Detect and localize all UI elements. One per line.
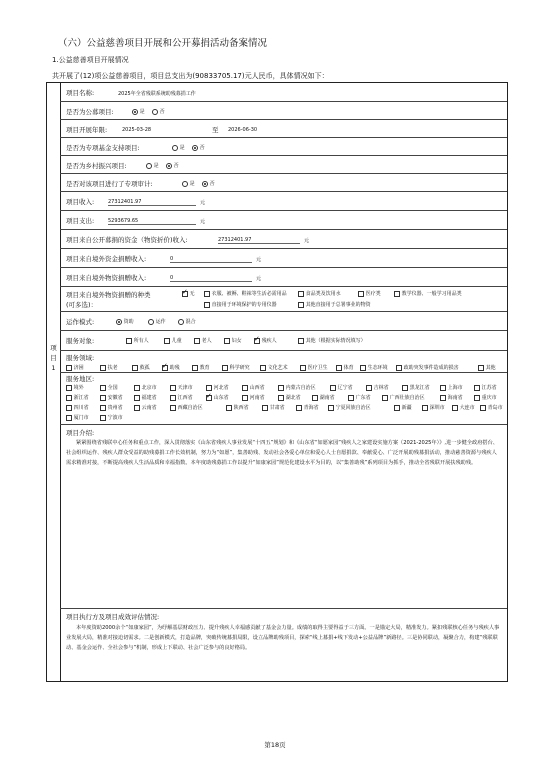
row-public-raise bbox=[60, 102, 507, 120]
area-option-label: 河南省 bbox=[249, 395, 265, 401]
overseas-goods-label: 项目来自境外物资捐赠收入: bbox=[66, 274, 147, 282]
area-checkbox[interactable] bbox=[206, 385, 212, 391]
target-checkbox[interactable] bbox=[126, 338, 132, 344]
row-income bbox=[60, 192, 507, 211]
goods-option-label: 教学仪器、一般学习用品类 bbox=[401, 291, 462, 297]
target-label: 服务对象: bbox=[66, 337, 95, 345]
area-checkbox[interactable] bbox=[382, 395, 388, 401]
field-checkbox[interactable] bbox=[300, 365, 306, 371]
page-number: 第18页 bbox=[264, 741, 286, 749]
area-checkbox[interactable] bbox=[100, 385, 106, 391]
goods-option-label: 直接用于环境保护的专用仪器 bbox=[211, 302, 277, 308]
goods-option-checkbox[interactable] bbox=[358, 291, 364, 297]
area-option-label: 贵州省 bbox=[107, 405, 123, 411]
mode-option-label: 资助 bbox=[123, 319, 134, 325]
area-checkbox[interactable] bbox=[348, 395, 354, 401]
field-checkbox[interactable] bbox=[260, 365, 266, 371]
area-checkbox[interactable] bbox=[170, 395, 176, 401]
yes-text: 是 bbox=[139, 109, 145, 115]
income-value: 27312401.97 bbox=[108, 199, 196, 206]
area-option-label: 青海省 bbox=[303, 405, 319, 411]
mode-radio[interactable] bbox=[178, 319, 184, 325]
field-option-label: 医疗卫生 bbox=[307, 365, 328, 371]
exec-text: 本年度资助2000余个“如康家园”，为纾解基层财政压力、提升残疾人幸福感贡献了基金会力量。成绩的取得主要得益于三方面。一是锚定大局，精准发力。紧扣残联核心任务与残疾人事业发展大局，精准对接迫切需求。二是创新模式，打造品牌，突破传统募捐局限，设立品牌助残项目，探索“线上募捐+线下发动+公益品牌”新路径。三是协同联动，凝聚合力，构建“残联联动、基金会运作、全社会参与”机制，形成上下联动、社会广泛参与的良好格局。 bbox=[66, 625, 500, 651]
expense-value: 5293679.65 bbox=[108, 218, 196, 225]
yes-text: 是 bbox=[153, 163, 159, 169]
public-funds-value: 27312401.97 bbox=[218, 237, 300, 244]
row-field bbox=[60, 351, 507, 373]
section-heading: （六）公益慈善项目开展和公开募捐活动备案情况 bbox=[58, 38, 268, 49]
goods-option-checkbox[interactable] bbox=[182, 291, 188, 297]
field-label: 服务领域: bbox=[66, 354, 95, 362]
field-checkbox[interactable] bbox=[192, 365, 198, 371]
area-checkbox[interactable] bbox=[134, 395, 140, 401]
area-option-label: 海南省 bbox=[447, 395, 463, 401]
row-special-fund bbox=[60, 138, 507, 156]
row-project-time bbox=[60, 120, 507, 138]
area-option-label: 境外 bbox=[73, 385, 84, 391]
rural-no-radio[interactable] bbox=[166, 163, 172, 169]
area-option-label: 新疆 bbox=[401, 405, 412, 411]
area-checkbox[interactable] bbox=[242, 385, 248, 391]
overseas-funds-value: 0 bbox=[170, 256, 252, 263]
area-option-label: 吉林省 bbox=[373, 385, 389, 391]
area-option-label: 广西壮族自治区 bbox=[389, 395, 425, 401]
area-option-label: 辽宁省 bbox=[337, 385, 353, 391]
rural-yes-radio[interactable] bbox=[146, 163, 152, 169]
target-option-label: 残疾人 bbox=[261, 338, 277, 344]
area-option-label: 江苏省 bbox=[481, 385, 497, 391]
overseas-goods-value: 0 bbox=[170, 275, 252, 282]
area-option-label: 江西省 bbox=[177, 395, 193, 401]
area-option-label: 宁波市 bbox=[107, 415, 123, 421]
project-side-label: 项目1 bbox=[50, 344, 57, 372]
mode-option-label: 运作 bbox=[155, 319, 166, 325]
rural-label: 是否为乡村振兴项目: bbox=[66, 162, 127, 170]
area-option-label: 陕西省 bbox=[233, 405, 249, 411]
goods-option-checkbox[interactable] bbox=[204, 291, 210, 297]
area-checkbox[interactable] bbox=[296, 405, 302, 411]
yuan-text: 元 bbox=[256, 257, 262, 263]
public-raise-no-radio[interactable] bbox=[152, 109, 158, 115]
summary-text: 共开展了(12)项公益慈善项目，项目总支出为(90833705.17)元人民币，具体情况如下： bbox=[52, 72, 329, 80]
area-option-label: 青岛市 bbox=[487, 405, 503, 411]
area-checkbox[interactable] bbox=[452, 405, 458, 411]
subsection-heading: 1.公益慈善项目开展情况 bbox=[52, 56, 129, 64]
goods-option-label: 衣服、被褥、鞋袜等生活必需用品 bbox=[211, 291, 287, 297]
area-checkbox[interactable] bbox=[242, 395, 248, 401]
special-fund-no-radio[interactable] bbox=[192, 145, 198, 151]
area-checkbox[interactable] bbox=[134, 385, 140, 391]
field-option-label: 体育 bbox=[343, 365, 354, 371]
target-checkbox[interactable] bbox=[298, 338, 304, 344]
no-text: 否 bbox=[159, 109, 165, 115]
area-option-label: 甘肃省 bbox=[269, 405, 285, 411]
row-area bbox=[60, 373, 507, 425]
row-audit bbox=[60, 174, 507, 192]
yuan-text: 元 bbox=[256, 276, 262, 282]
field-option-label: 济困 bbox=[73, 365, 84, 371]
area-checkbox[interactable] bbox=[66, 415, 72, 421]
area-checkbox[interactable] bbox=[170, 385, 176, 391]
area-checkbox[interactable] bbox=[66, 405, 72, 411]
target-option-label: 儿童 bbox=[171, 338, 182, 344]
project-side-column bbox=[47, 83, 61, 681]
field-option-label: 救孤 bbox=[139, 365, 150, 371]
field-option-label: 生态环境 bbox=[367, 365, 388, 371]
goods-type-label-2: (可多选)： bbox=[66, 301, 98, 309]
goods-type-label: 项目来自境外物资捐赠的种类 bbox=[66, 291, 151, 299]
row-intro bbox=[60, 425, 507, 609]
overseas-funds-label: 项目来自境外资金捐赠收入: bbox=[66, 255, 147, 263]
area-option-label: 天津市 bbox=[177, 385, 193, 391]
income-label: 项目收入: bbox=[66, 198, 95, 206]
target-checkbox[interactable] bbox=[224, 338, 230, 344]
area-checkbox[interactable] bbox=[170, 405, 176, 411]
project-table bbox=[46, 82, 508, 682]
goods-option-checkbox[interactable] bbox=[298, 291, 304, 297]
field-checkbox[interactable] bbox=[132, 365, 138, 371]
area-checkbox[interactable] bbox=[100, 415, 106, 421]
area-checkbox[interactable] bbox=[474, 395, 480, 401]
no-text: 否 bbox=[209, 181, 215, 187]
area-checkbox[interactable] bbox=[66, 385, 72, 391]
area-checkbox[interactable] bbox=[226, 405, 232, 411]
area-option-label: 西藏自治区 bbox=[177, 405, 203, 411]
row-public-funds bbox=[60, 230, 507, 249]
yes-text: 是 bbox=[179, 145, 185, 151]
field-option-label: 文化艺术 bbox=[267, 365, 288, 371]
area-checkbox[interactable] bbox=[66, 395, 72, 401]
area-option-label: 大连市 bbox=[459, 405, 475, 411]
field-checkbox[interactable] bbox=[162, 365, 168, 371]
public-raise-label: 是否为公募项目: bbox=[66, 108, 114, 116]
field-checkbox[interactable] bbox=[396, 365, 402, 371]
no-text: 否 bbox=[173, 163, 179, 169]
yuan-text: 元 bbox=[304, 238, 310, 244]
area-checkbox[interactable] bbox=[402, 385, 408, 391]
area-checkbox[interactable] bbox=[262, 405, 268, 411]
area-checkbox[interactable] bbox=[100, 395, 106, 401]
area-checkbox[interactable] bbox=[422, 405, 428, 411]
target-option-label: 其他（根据实际情况填写） bbox=[305, 338, 366, 344]
yuan-text: 元 bbox=[200, 219, 206, 225]
area-checkbox[interactable] bbox=[278, 385, 284, 391]
area-option-label: 云南省 bbox=[141, 405, 157, 411]
project-name-label: 项目名称: bbox=[66, 89, 95, 97]
area-option-label: 黑龙江省 bbox=[409, 385, 430, 391]
goods-option-checkbox[interactable] bbox=[204, 302, 210, 308]
area-checkbox[interactable] bbox=[278, 395, 284, 401]
area-checkbox[interactable] bbox=[328, 405, 334, 411]
audit-label: 是否对该项目进行了专项审计: bbox=[66, 180, 153, 188]
area-option-label: 上海市 bbox=[447, 385, 463, 391]
target-option-label: 老人 bbox=[201, 338, 212, 344]
field-option-label: 扶老 bbox=[107, 365, 118, 371]
area-label: 服务地区: bbox=[66, 375, 95, 383]
goods-option-checkbox[interactable] bbox=[394, 291, 400, 297]
public-funds-label: 项目来自公开募捐的资金（物资折价)收入: bbox=[66, 236, 188, 244]
audit-yes-radio[interactable] bbox=[182, 181, 188, 187]
area-option-label: 重庆市 bbox=[481, 395, 497, 401]
expense-label: 项目支出: bbox=[66, 217, 95, 225]
special-fund-label: 是否为专项基金支持项目: bbox=[66, 144, 140, 152]
area-option-label: 北京市 bbox=[141, 385, 157, 391]
area-option-label: 浙江省 bbox=[73, 395, 89, 401]
field-checkbox[interactable] bbox=[360, 365, 366, 371]
special-fund-yes-radio[interactable] bbox=[172, 145, 178, 151]
row-rural bbox=[60, 156, 507, 174]
row-goods-type bbox=[60, 287, 507, 312]
area-option-label: 福建省 bbox=[141, 395, 157, 401]
field-option-label: 其他 bbox=[485, 365, 496, 371]
no-text: 否 bbox=[199, 145, 205, 151]
field-option-label: 政助突发事件造成的损害 bbox=[403, 365, 459, 371]
to-text: 至 bbox=[212, 126, 219, 134]
area-checkbox[interactable] bbox=[206, 395, 212, 401]
goods-option-label: 无 bbox=[189, 291, 195, 297]
goods-option-checkbox[interactable] bbox=[298, 302, 304, 308]
area-option-label: 山东省 bbox=[213, 395, 229, 401]
yes-text: 是 bbox=[189, 181, 195, 187]
field-option-label: 教育 bbox=[199, 365, 210, 371]
target-checkbox[interactable] bbox=[194, 338, 200, 344]
area-option-label: 四川省 bbox=[73, 405, 89, 411]
mode-radio[interactable] bbox=[148, 319, 154, 325]
mode-label: 运作模式: bbox=[66, 318, 95, 326]
row-mode bbox=[60, 312, 507, 331]
area-checkbox[interactable] bbox=[474, 385, 480, 391]
intro-text: 紧紧围绕省残联中心任务和重点工作，深入贯彻落实《山东省残疾人事业发展“十四五”规划》和《山东省“如愿家园”残疾人之家建设实施方案（2021-2025年）》,进一步健全政府搭台、社会组织运作、残疾人群众受益的助残募捐工作长效机制，努力为“如愿”，集善助残、发动社会各爱心单位和爱心人士自愿捐款、奉献爱心、广泛开展助残募捐活动，推动慈善资源与残疾人需求精准对接，不断提高残疾人生活品质和幸福指数。本年度助残募捐工作以提升“如康家园”规范化建设水平为目的，以“集善助残”系列项目为抓手，推动全省残联开展扶残助残。 bbox=[66, 440, 498, 466]
area-checkbox[interactable] bbox=[100, 405, 106, 411]
row-overseas-funds bbox=[60, 249, 507, 268]
goods-option-label: 其他直接用于总署事业的物资 bbox=[305, 302, 371, 308]
row-overseas-goods bbox=[60, 268, 507, 287]
field-checkbox[interactable] bbox=[222, 365, 228, 371]
target-checkbox[interactable] bbox=[164, 338, 170, 344]
row-target bbox=[60, 331, 507, 351]
audit-no-radio[interactable] bbox=[202, 181, 208, 187]
area-option-label: 山西省 bbox=[249, 385, 265, 391]
field-option-label: 科学研究 bbox=[229, 365, 250, 371]
area-checkbox[interactable] bbox=[480, 405, 486, 411]
area-option-label: 安徽省 bbox=[107, 395, 123, 401]
area-option-label: 内蒙古自治区 bbox=[285, 385, 316, 391]
project-name-value: 2025年全省残联系统助残募捐工作 bbox=[118, 91, 196, 97]
field-checkbox[interactable] bbox=[100, 365, 106, 371]
area-option-label: 湖北省 bbox=[285, 395, 301, 401]
goods-option-label: 食品类及饮用水 bbox=[305, 291, 341, 297]
area-checkbox[interactable] bbox=[440, 395, 446, 401]
area-option-label: 湖南省 bbox=[319, 395, 335, 401]
area-option-label: 河北省 bbox=[213, 385, 229, 391]
target-option-label: 所有人 bbox=[133, 338, 149, 344]
yuan-text: 元 bbox=[200, 200, 206, 206]
mode-option-label: 混合 bbox=[185, 319, 196, 325]
field-option-label: 助残 bbox=[169, 365, 180, 371]
target-option-label: 妇女 bbox=[231, 338, 242, 344]
area-option-label: 广东省 bbox=[355, 395, 371, 401]
area-checkbox[interactable] bbox=[330, 385, 336, 391]
mode-radio[interactable] bbox=[116, 319, 122, 325]
field-checkbox[interactable] bbox=[66, 365, 72, 371]
area-checkbox[interactable] bbox=[366, 385, 372, 391]
area-option-label: 深圳市 bbox=[429, 405, 445, 411]
field-checkbox[interactable] bbox=[336, 365, 342, 371]
target-checkbox[interactable] bbox=[254, 338, 260, 344]
goods-option-label: 医疗类 bbox=[365, 291, 381, 297]
area-option-label: 厦门市 bbox=[73, 415, 89, 421]
area-option-label: 宁夏回族自治区 bbox=[335, 405, 371, 411]
area-option-label: 全国 bbox=[107, 385, 118, 391]
end-date: 2026-06-30 bbox=[228, 127, 258, 133]
area-checkbox[interactable] bbox=[394, 405, 400, 411]
intro-label: 项目介绍: bbox=[66, 429, 95, 437]
row-expense bbox=[60, 211, 507, 230]
row-exec bbox=[60, 609, 507, 683]
public-raise-yes-radio[interactable] bbox=[132, 109, 138, 115]
area-checkbox[interactable] bbox=[134, 405, 140, 411]
start-date: 2025-03-28 bbox=[122, 127, 152, 133]
exec-label: 项目执行方及项目成效评估情况: bbox=[66, 613, 160, 621]
row-project-name bbox=[60, 83, 507, 102]
area-checkbox[interactable] bbox=[312, 395, 318, 401]
field-checkbox[interactable] bbox=[478, 365, 484, 371]
area-checkbox[interactable] bbox=[440, 385, 446, 391]
project-time-label: 项目开展年限: bbox=[66, 126, 108, 134]
